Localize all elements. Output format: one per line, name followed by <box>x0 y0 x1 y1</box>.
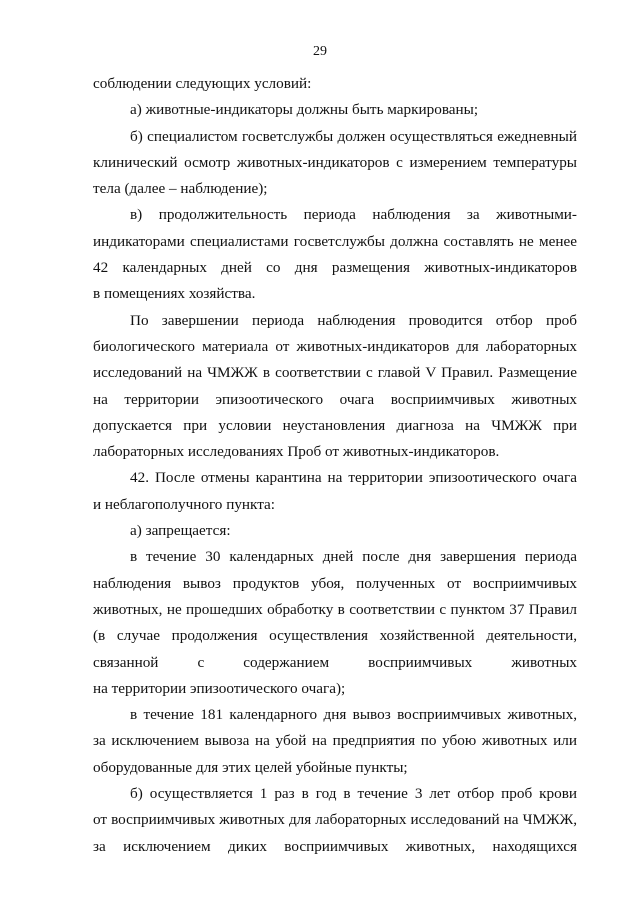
text-line: По завершении периода наблюдения проводится отбор проб <box>130 311 577 329</box>
text-line: клинический осмотр животных-индикаторов с измерением температуры <box>93 153 577 171</box>
text-line: оборудованные для этих целей убойные пункты; <box>93 758 408 776</box>
text-line: соблюдении следующих условий: <box>93 75 312 92</box>
text-line: животных, не прошедших обработку в соответствии с пунктом 37 Правил <box>93 600 577 618</box>
page-number: 29 <box>313 44 327 59</box>
text-line: от восприимчивых животных для лабораторных исследований на ЧМЖЖ, <box>93 811 577 829</box>
document-body <box>93 71 577 860</box>
text-line: а) запрещается: <box>130 522 231 540</box>
text-line: исследований на ЧМЖЖ в соответствии с главой V Правил. Размещение <box>93 364 577 382</box>
text-line: в помещениях хозяйства. <box>93 285 256 303</box>
text-line: а) животные-индикаторы должны быть маркированы; <box>130 101 479 119</box>
text-line: на территории эпизоотического очага); <box>93 679 346 697</box>
text-line: на территории эпизоотического очага восприимчивых животных <box>93 390 577 408</box>
text-line: 42 календарных дней со дня размещения животных-индикаторов <box>93 259 577 277</box>
text-line: за исключением диких восприимчивых животных, находящихся <box>93 837 577 855</box>
text-line: в течение 181 календарного дня вывоз восприимчивых животных, <box>130 706 577 724</box>
text-line: и неблагополучного пункта: <box>93 495 276 513</box>
text-line: в течение 30 календарных дней после дня завершения периода <box>130 548 577 566</box>
text-line: индикаторами специалистами госветслужбы должна составлять не менее <box>93 232 577 250</box>
text-line: за исключением вывоза на убой на предприятия по убою животных или <box>93 732 577 750</box>
text-line: 42. После отмены карантина на территории эпизоотического очага <box>130 469 577 487</box>
text-line: связанной с содержанием восприимчивых животных <box>93 653 577 671</box>
text-line: (в случае продолжения осуществления хозяйственной деятельности, <box>93 627 577 645</box>
text-line: допускается при условии неустановления диагноза на ЧМЖЖ при <box>93 416 577 434</box>
text-line: б) осуществляется 1 раз в год в течение 3 лет отбор проб крови <box>130 785 577 803</box>
text-line: наблюдения вывоз продуктов убоя, полученных от восприимчивых <box>93 574 577 592</box>
text-line: б) специалистом госветслужбы должен осуществляться ежедневный <box>130 127 577 145</box>
text-line: тела (далее – наблюдение); <box>93 180 268 198</box>
text-line: в) продолжительность периода наблюдения за животными- <box>130 206 577 224</box>
text-line: биологического материала от животных-индикаторов для лабораторных <box>93 337 577 355</box>
text-line: лабораторных исследованиях Проб от животных-индикаторов. <box>93 443 500 461</box>
